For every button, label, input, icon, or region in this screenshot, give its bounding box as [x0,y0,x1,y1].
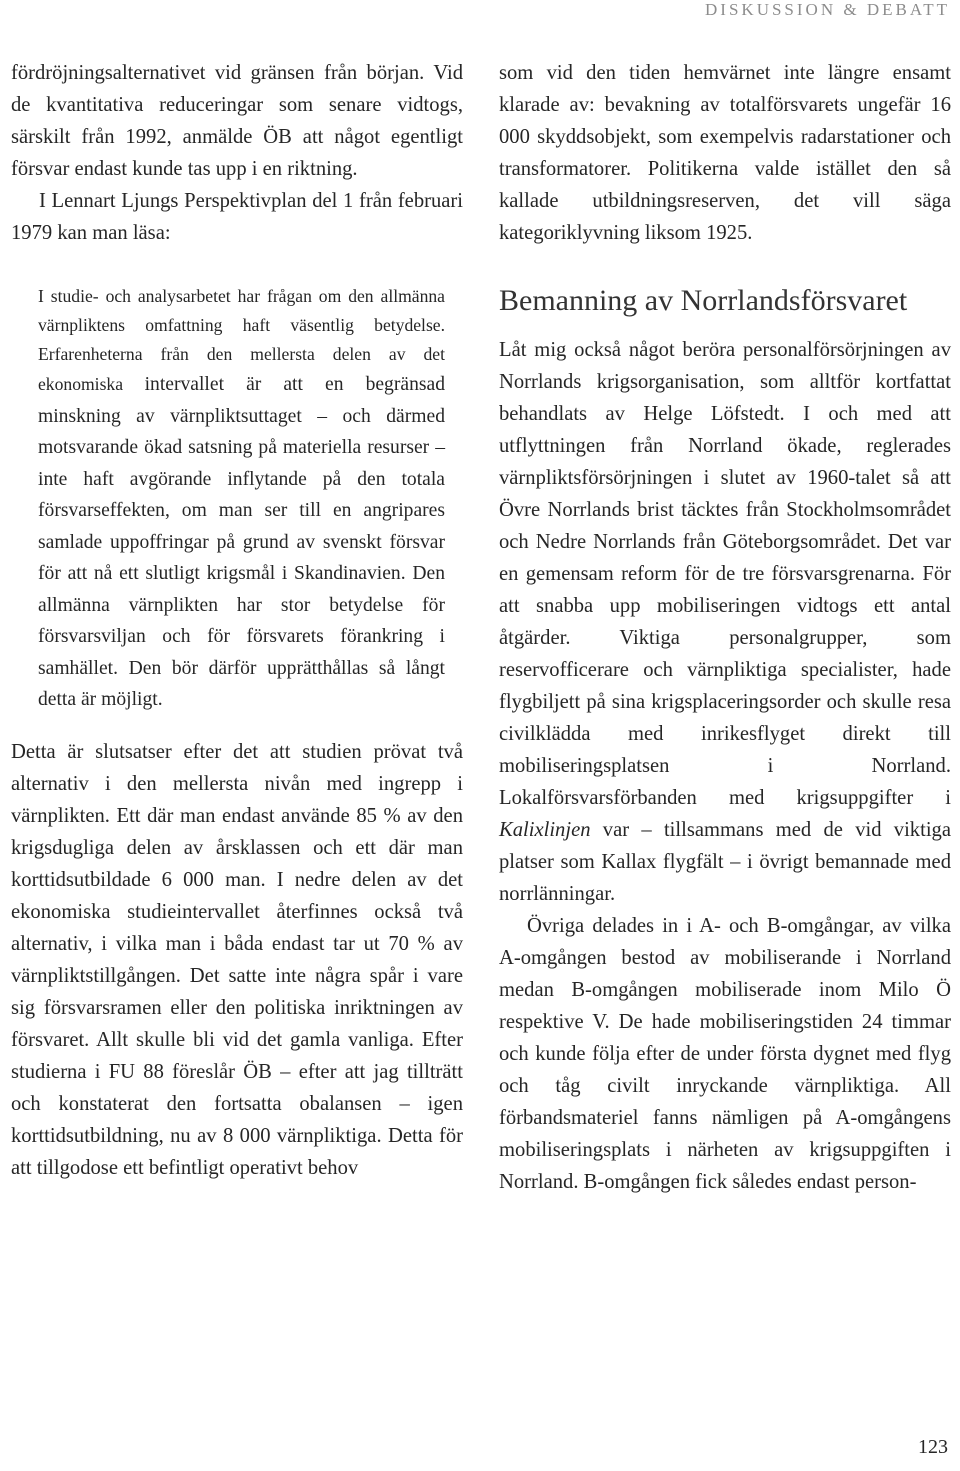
paragraph-right-3: Övriga delades in i A- och B-omgångar, av vilka A-omgången bestod av mobiliserande i Norrland medan B-omgången mobiliserade inom Milo Ö respektive V. De hade mobiliseringstiden 24 timmar och kunde följa efter de under första dygnet med flyg och tåg civilt inryckande värnpliktiga. All förbandsmateriel fanns nämligen på A-omgångens mobiliseringsplats i närheten av krigsuppgiften i Norrland. B-omgången fick således endast person- [499,915,951,1193]
paragraph-right-2-end: var – tillsammans med de vid viktiga platser som Kallax flygfält – i övrigt bemannade med norrlänningar. [499,819,951,905]
section-header: DISKUSSION & DEBATT [705,0,950,19]
left-column [11,57,463,1184]
quote-part-1: I studie- och analysarbetet har frågan om den allmänna värnpliktens omfattning haft väsentlig betydelse. Erfarenheterna från den mellersta delen av det ekonomiska [38,286,445,394]
paragraph-right-2-start: Låt mig också något beröra personalförsörjningen av Norrlands krigsorganisation, som alltför kortfattat behandlats av Helge Löfstedt. I och med att utflyttningen från Norrland ökade, reglerades värnpliktsförsörjningen i slutet av 1960-talet så att Övre Norrlands brist täcktes från Stockholmsområdet och Nedre Norrlands från Göteborgsområdet. Det var en gemensam reform för de tre försvarsgrenarna. För att snabba upp mobiliseringen vidtogs ett antal åtgärder. Viktiga personalgrupper, som reservofficerare och värnpliktiga specialister, hade flygbiljett på sina krigsplaceringsorder och skulle resa civilklädda med inrikesflyget direkt till mobiliseringsplatsen i Norrland. Lokalförsvarsförbanden med krigsuppgifter i [499,339,951,809]
section-heading: Bemanning av Norrlandsförsvaret [499,284,908,317]
paragraph-left-2: I Lennart Ljungs Perspektivplan del 1 från februari 1979 kan man läsa: [11,190,463,244]
paragraph-left-1: fördröjningsalternativet vid gränsen från början. Vid de kvantitativa reduceringar som senare vidtogs, särskilt från 1992, anmälde ÖB att något egentligt försvar endast kunde tas upp i en riktning. [11,62,463,180]
page-number: 123 [918,1436,948,1458]
right-column [499,57,951,1198]
quote-part-2: intervallet är att en begränsad minskning av värnpliktsuttaget – och därmed motsvarande ökad satsning på materiella resurser – inte haft avgörande inflytande på den totala försvarseffekten, om man ser till en angripares samlade uppoffringar på grund av svenskt försvar för att nå ett slutligt krigsmål i Skandinavien. Den allmänna värnplikten har stor betydelse för försvarsviljan och för försvarets förankring i samhället. Den bör därför upprätthållas så långt detta är möjligt. [38,374,445,710]
paragraph-left-3: Detta är slutsatser efter det att studien prövat två alternativ i den mellersta nivån med ingrepp i värnplikten. Ett där man endast använde 85 % av den krigsdugliga delen av årsklassen och ett där man korttidsutbildade 6 000 man. I nedre delen av det ekonomiska studieintervallet återfinnes också två alternativ, i vilka man i båda endast tar ut 70 % av värnpliktstillgången. Det satte inte några spår i vare sig försvarsramen eller den politiska inriktningen av försvaret. Allt skulle bli vid det gamla vanliga. Efter studierna i FU 88 föreslår ÖB – efter att jag tillträtt och konstaterat den fortsatta obalansen – igen korttidsutbildning, nu av 8 000 värnpliktiga. Detta för att tillgodose ett befintligt operativt behov [11,740,463,1179]
paragraph-right-2 [499,334,951,910]
block-quote [38,282,445,716]
kalixlinjen-italic: Kalixlinjen [499,819,591,841]
paragraph-right-1: som vid den tiden hemvärnet inte längre ensamt klarade av: bevakning av totalförsvarets ungefär 16 000 skyddsobjekt, som exempelvis radarstationer och transformatorer. Politikerna valde istället den så kallade utbildningsreserven, det vill säga kategoriklyvning liksom 1925. [499,62,951,244]
